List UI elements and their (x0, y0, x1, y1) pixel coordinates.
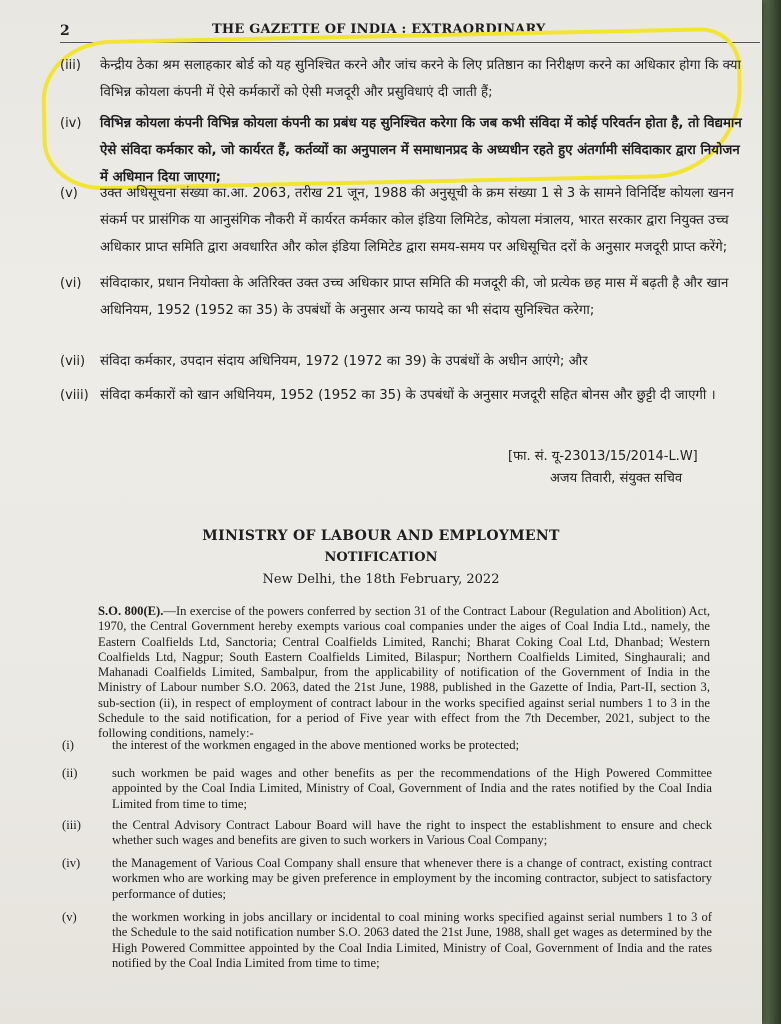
condition-text: संविदा कर्मकार, उपदान संदाय अधिनियम, 1972 (1972 का 39) के उपबंधों के अधीन आएंगे; और (100, 354, 588, 369)
condition-number: (vi) (60, 276, 82, 291)
condition-number: (ii) (62, 766, 78, 780)
condition-text: the workmen working in jobs ancillary or incidental to coal mining works specified against serial numbers 1 to 3 of the Schedule to the said notification number S.O. 2063 dated the 21st June, 1988, shall get wages as determined by the High Powered Committee appointed by the Coal India Limited, Ministry of Coal, Government of India and the rates notified by the Coal India Limited from time to time; (112, 910, 712, 971)
condition-text: such workmen be paid wages and other benefits as per the recommendations of the High Powered Committee appointed by the Coal India Limited, Ministry of Coal, Government of India and the rates notified by the Coal India Limited from time to time; (112, 766, 712, 811)
file-reference: [फा. सं. यू-23013/15/2014-L.W] (508, 449, 698, 464)
condition-number: (iv) (62, 856, 81, 870)
condition-text: केन्द्रीय ठेका श्रम सलाहकार बोर्ड को यह सुनिश्चित करने और जांच करने के लिए प्रतिष्ठान का निरीक्षण करने का अधिकार होगा कि क्या विभिन्न कोयला कंपनी में ऐसे कर्मकारों को ऐसी मजदूरी और प्रसुविधाएं दी जाती हैं; (100, 58, 741, 100)
notification-dateline: New Delhi, the 18th February, 2022 (262, 572, 500, 587)
condition-number: (i) (62, 738, 74, 752)
condition-number: (v) (60, 186, 78, 201)
so-number: S.O. 800(E). (98, 604, 164, 618)
condition-text: उक्त अधिसूचना संख्या का.आ. 2063, तरीख 21 जून, 1988 की अनुसूची के क्रम संख्या 1 से 3 के सामने विनिर्दिष्ट कोयला खनन संकर्म पर प्रासंगिक या आनुसंगिक नौकरी में कार्यरत कर्मकार कोल इंडिया लिमिटेड, कोयला मंत्रालय, भारत सरकार द्वारा नियुक्त उच्च अधिकार प्राप्त समिति द्वारा अवधारित और कोल इंडिया लिमिटेड द्वारा समय-समय पर अधिसूचित दरों के अनुसार मजदूरी प्राप्त करेंगे; (100, 186, 734, 255)
page-number: 2 (60, 23, 70, 39)
condition-text: संविदाकार, प्रधान नियोक्ता के अतिरिक्त उक्त उच्च अधिकार प्राप्त समिति की मजदूरी की, जो प्रत्येक छह मास में बढ़ती है और खान अधिनियम, 1952 (1952 का 35) के उपबंधों के अनुसार अन्य फायदे का भी संदाय सुनिश्चित करेगा; (100, 276, 729, 318)
preamble-text: —In exercise of the powers conferred by section 31 of the Contract Labour (Regulation and Abolition) Act, 1970, the Central Government hereby exempts various coal companies under the aiges of Coal India Ltd., namely, the Eastern Coalfields Ltd, Sanctoria; Central Coalfields Limited, Ranchi; Bharat Coking Coal Ltd, Dhanbad; Western Coalfields Ltd, Nagpur; South Eastern Coalfields Limited, Bilaspur; Northern Coalfields Limited, Singhaurali; and Mahanadi Coalfields Limited, Sambalpur, from the applicability of notification of the Government of India in the Ministry of Labour number S.O. 2063, dated the 21st June, 1988, published in the Gazette of India, Part-II, section 3, sub-section (ii), in respect of employment of contract labour in the works specified against serial numbers 1 to 3 in the Schedule to the said notification, for a period of Five year with effect from the 7th December, 2021, subject to the following conditions, namely:- (98, 604, 710, 741)
condition-number: (v) (62, 910, 77, 924)
gazette-title: THE GAZETTE OF INDIA : EXTRAORDINARY (212, 22, 546, 37)
notification-preamble (98, 604, 710, 742)
page-header (60, 18, 760, 43)
condition-text: संविदा कर्मकारों को खान अधिनियम, 1952 (1952 का 35) के उपबंधों के अनुसार मजदूरी सहित बोनस और छुट्टी दी जाएगी । (100, 388, 716, 403)
condition-text: the Central Advisory Contract Labour Board will have the right to inspect the establishment to ensure and check whether such wages and benefits are given to such workers in Various Coal Company; (112, 818, 712, 848)
signatory-name: अजय तिवारी, संयुक्त सचिव (550, 471, 683, 486)
condition-number: (iv) (60, 116, 82, 131)
condition-number: (vii) (60, 354, 86, 369)
condition-text: the interest of the workmen engaged in the above mentioned works be protected; (112, 738, 520, 752)
condition-text: विभिन्न कोयला कंपनी विभिन्न कोयला कंपनी का प्रबंध यह सुनिश्चित करेगा कि जब कभी संविदा में कोई परिवर्तन होता है, तो विद्यमान ऐसे संविदा कर्मकार को, जो कार्यरत हैं, कर्तव्यों का अनुपालन में समाधानप्रद के अध्यधीन रहते हुए अंतर्गामी संविदाकार द्वारा नियोजन में अधिमान दिया जाएगा; (100, 116, 742, 185)
ministry-heading: MINISTRY OF LABOUR AND EMPLOYMENT (202, 528, 560, 544)
condition-number: (iii) (62, 818, 81, 832)
notification-heading: NOTIFICATION (324, 550, 438, 565)
condition-text: the Management of Various Coal Company shall ensure that whenever there is a change of contract, existing contract workmen who are working may be given preference in employment by the incoming contractor, subject to satisfactory performance of duties; (112, 856, 712, 901)
condition-number: (iii) (60, 58, 81, 73)
condition-number: (viii) (60, 388, 89, 403)
